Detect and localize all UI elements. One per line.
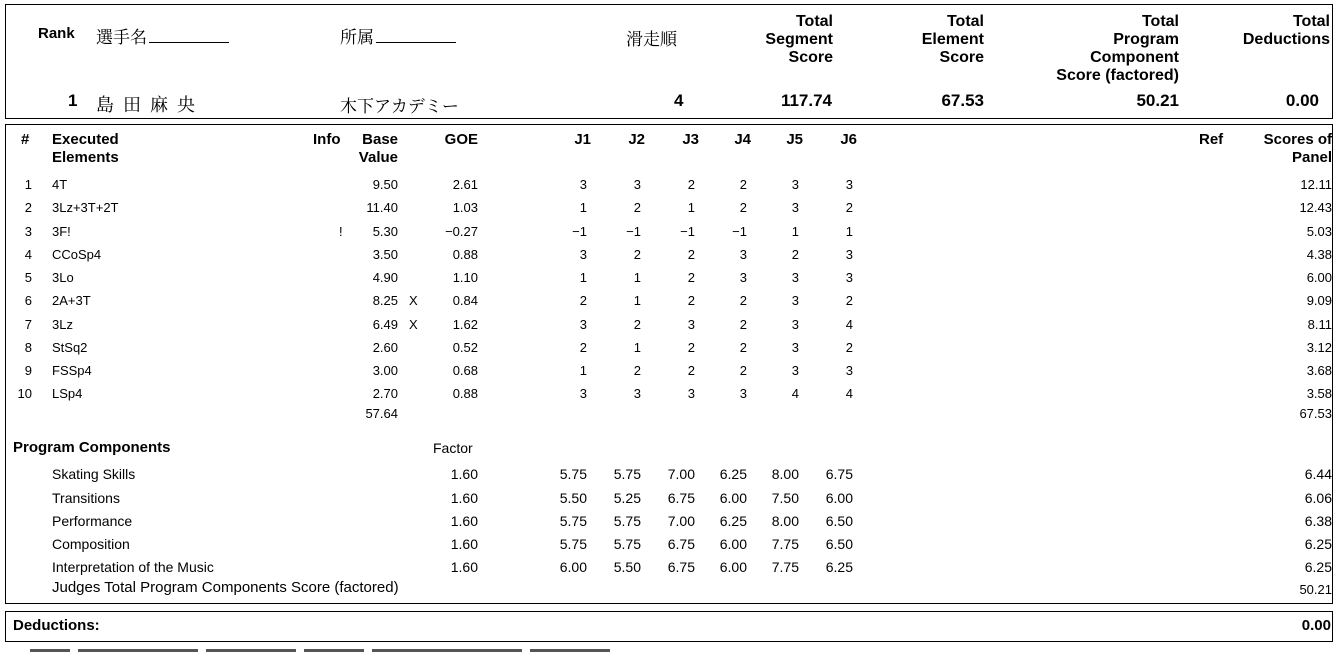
judge-2-header: J2 xyxy=(628,131,645,148)
element-panel-score: 8.11 xyxy=(1307,317,1332,332)
element-info-flag: ! xyxy=(339,224,343,239)
factor-header: Factor xyxy=(433,440,473,456)
component-judge-5-score: 7.75 xyxy=(771,559,799,575)
component-panel-score: 6.44 xyxy=(1304,466,1332,482)
total-segment-score: 117.74 xyxy=(780,91,832,110)
element-judge-1-score: 3 xyxy=(579,386,587,401)
element-judge-1-score: 2 xyxy=(579,293,587,308)
component-name: Interpretation of the Music xyxy=(52,559,214,575)
component-factor: 1.60 xyxy=(450,536,478,552)
component-panel-score: 6.38 xyxy=(1304,513,1332,529)
component-judge-1-score: 5.75 xyxy=(559,536,587,552)
element-base-value: 4.90 xyxy=(372,270,398,285)
element-judge-5-score: 1 xyxy=(791,224,799,239)
element-judge-2-score: 2 xyxy=(633,317,641,332)
element-panel-score: 5.03 xyxy=(1306,224,1332,239)
element-panel-score: 6.00 xyxy=(1306,270,1332,285)
club-header-underline xyxy=(376,29,456,43)
total-program-component-score: 50.21 xyxy=(1136,91,1179,110)
element-judge-4-score: 2 xyxy=(739,317,747,332)
element-number: 2 xyxy=(24,200,32,215)
judge-5-header: J5 xyxy=(786,131,803,148)
element-judge-3-score: 2 xyxy=(687,293,695,308)
element-judge-3-score: −1 xyxy=(680,224,695,239)
element-judge-4-score: 2 xyxy=(739,177,747,192)
element-judge-4-score: 2 xyxy=(739,200,747,215)
element-code: FSSp4 xyxy=(52,363,92,378)
num-header: # xyxy=(21,131,30,148)
element-number: 5 xyxy=(24,270,32,285)
element-judge-5-score: 3 xyxy=(791,340,799,355)
element-judge-6-score: 3 xyxy=(845,247,853,262)
elements-header: Executed Elements xyxy=(52,131,119,166)
component-judge-4-score: 6.00 xyxy=(719,490,747,506)
details-box xyxy=(5,124,1333,604)
element-judge-1-score: 1 xyxy=(579,270,587,285)
element-judge-3-score: 3 xyxy=(687,386,695,401)
element-goe: 0.84 xyxy=(452,293,478,308)
component-judge-4-score: 6.00 xyxy=(719,536,747,552)
element-judge-4-score: −1 xyxy=(732,224,747,239)
element-panel-score: 3.68 xyxy=(1306,363,1332,378)
component-panel-score: 6.06 xyxy=(1304,490,1332,506)
element-judge-1-score: 1 xyxy=(579,363,587,378)
component-judge-5-score: 8.00 xyxy=(771,513,799,529)
element-judge-3-score: 2 xyxy=(687,270,695,285)
goe-header: GOE xyxy=(444,131,478,148)
tes-header: Total Element Score xyxy=(921,13,984,66)
summary-box xyxy=(5,4,1333,119)
element-judge-1-score: 1 xyxy=(579,200,587,215)
element-panel-score: 3.58 xyxy=(1306,386,1332,401)
element-judge-3-score: 3 xyxy=(687,317,695,332)
element-goe: 0.88 xyxy=(452,386,478,401)
element-judge-2-score: 2 xyxy=(633,200,641,215)
component-judge-6-score: 6.50 xyxy=(825,536,853,552)
element-panel-score: 12.43 xyxy=(1299,200,1332,215)
element-goe: 1.10 xyxy=(452,270,478,285)
element-base-value: 11.40 xyxy=(366,200,398,215)
order-header: 滑走順 xyxy=(626,30,677,49)
base-value-header: Base Value xyxy=(358,131,398,166)
element-panel-score: 9.09 xyxy=(1306,293,1332,308)
element-base-value: 2.60 xyxy=(372,340,398,355)
element-judge-2-score: 3 xyxy=(633,177,641,192)
deductions-label: Deductions: xyxy=(13,617,100,634)
component-judge-1-score: 5.75 xyxy=(559,513,587,529)
element-panel-score: 3.12 xyxy=(1306,340,1332,355)
component-factor: 1.60 xyxy=(450,466,478,482)
element-judge-3-score: 2 xyxy=(687,177,695,192)
club-name: 木下アカデミー xyxy=(340,97,459,116)
element-code: CCoSp4 xyxy=(52,247,102,262)
component-judge-6-score: 6.50 xyxy=(825,513,853,529)
ref-header: Ref xyxy=(1199,131,1224,148)
element-judge-5-score: 3 xyxy=(791,317,799,332)
component-judge-4-score: 6.25 xyxy=(719,466,747,482)
name-header-underline xyxy=(149,29,229,43)
element-panel-score: 4.38 xyxy=(1306,247,1332,262)
name-header: 選手名 xyxy=(96,23,229,48)
element-number: 9 xyxy=(24,363,32,378)
component-panel-score: 6.25 xyxy=(1304,536,1332,552)
deductions-box xyxy=(5,611,1333,642)
element-judge-5-score: 3 xyxy=(791,200,799,215)
component-factor: 1.60 xyxy=(450,490,478,506)
element-number: 8 xyxy=(24,340,32,355)
element-number: 6 xyxy=(24,293,32,308)
component-judge-3-score: 7.00 xyxy=(667,466,695,482)
element-number: 7 xyxy=(24,317,32,332)
element-judge-5-score: 3 xyxy=(791,293,799,308)
component-judge-5-score: 7.75 xyxy=(771,536,799,552)
component-factor: 1.60 xyxy=(450,513,478,529)
element-goe: 1.62 xyxy=(452,317,478,332)
element-bonus-flag: X xyxy=(409,293,418,308)
judge-1-header: J1 xyxy=(574,131,591,148)
component-judge-3-score: 6.75 xyxy=(667,536,695,552)
element-judge-5-score: 2 xyxy=(791,247,799,262)
element-judge-4-score: 2 xyxy=(739,363,747,378)
component-name: Composition xyxy=(52,536,130,552)
judge-4-header: J4 xyxy=(734,131,751,148)
element-judge-2-score: 2 xyxy=(633,363,641,378)
component-judge-6-score: 6.75 xyxy=(825,466,853,482)
element-number: 10 xyxy=(17,386,32,401)
component-judge-1-score: 6.00 xyxy=(559,559,587,575)
element-code: 4T xyxy=(52,177,68,192)
element-bonus-flag: X xyxy=(409,317,418,332)
element-code: 3F! xyxy=(52,224,71,239)
skater-name: 島 田 麻 央 xyxy=(96,95,198,115)
info-header: Info xyxy=(313,131,341,148)
component-judge-3-score: 6.75 xyxy=(667,490,695,506)
component-judge-2-score: 5.75 xyxy=(613,513,641,529)
panel-header: Scores of Panel xyxy=(1263,131,1332,166)
program-components-title: Program Components xyxy=(13,439,171,456)
element-number: 4 xyxy=(24,247,32,262)
element-judge-1-score: 3 xyxy=(579,247,587,262)
component-judge-3-score: 6.75 xyxy=(667,559,695,575)
element-judge-1-score: 3 xyxy=(579,177,587,192)
pcs-total-value: 50.21 xyxy=(1299,582,1332,597)
element-judge-1-score: −1 xyxy=(572,224,587,239)
element-goe: 0.52 xyxy=(452,340,478,355)
element-base-value: 3.00 xyxy=(372,363,398,378)
element-judge-6-score: 2 xyxy=(845,293,853,308)
element-goe: −0.27 xyxy=(445,224,478,239)
component-judge-1-score: 5.75 xyxy=(559,466,587,482)
starting-order: 4 xyxy=(674,91,684,110)
component-judge-2-score: 5.50 xyxy=(613,559,641,575)
component-name: Performance xyxy=(52,513,133,529)
element-base-value: 3.50 xyxy=(372,247,398,262)
element-judge-2-score: 1 xyxy=(633,270,641,285)
element-judge-2-score: 1 xyxy=(633,293,641,308)
component-judge-1-score: 5.50 xyxy=(559,490,587,506)
element-judge-4-score: 2 xyxy=(739,340,747,355)
component-judge-6-score: 6.00 xyxy=(825,490,853,506)
element-base-value: 2.70 xyxy=(372,386,398,401)
component-name: Skating Skills xyxy=(52,466,136,482)
element-judge-3-score: 2 xyxy=(687,363,695,378)
tss-header: Total Segment Score xyxy=(765,13,833,66)
element-judge-2-score: 1 xyxy=(633,340,641,355)
element-judge-2-score: 3 xyxy=(633,386,641,401)
element-judge-3-score: 2 xyxy=(687,340,695,355)
base-value-total: 57.64 xyxy=(365,406,398,421)
pcs-total-label: Judges Total Program Components Score (factored) xyxy=(52,579,399,596)
element-base-value: 5.30 xyxy=(372,224,398,239)
element-judge-4-score: 3 xyxy=(739,247,747,262)
element-judge-5-score: 4 xyxy=(791,386,799,401)
element-judge-6-score: 2 xyxy=(845,200,853,215)
element-judge-6-score: 1 xyxy=(845,224,853,239)
component-judge-6-score: 6.25 xyxy=(825,559,853,575)
element-judge-5-score: 3 xyxy=(791,363,799,378)
element-judge-1-score: 2 xyxy=(579,340,587,355)
component-judge-2-score: 5.75 xyxy=(613,536,641,552)
total-element-score: 67.53 xyxy=(941,91,984,110)
component-judge-4-score: 6.25 xyxy=(719,513,747,529)
element-code: StSq2 xyxy=(52,340,88,355)
cropped-footer-text xyxy=(0,646,1337,652)
element-base-value: 8.25 xyxy=(372,293,398,308)
element-code: 2A+3T xyxy=(52,293,91,308)
element-judge-4-score: 2 xyxy=(739,293,747,308)
element-judge-5-score: 3 xyxy=(791,270,799,285)
component-judge-5-score: 7.50 xyxy=(771,490,799,506)
element-panel-score: 12.11 xyxy=(1300,177,1332,192)
element-score-total: 67.53 xyxy=(1299,406,1332,421)
total-deductions: 0.00 xyxy=(1285,91,1319,110)
element-judge-4-score: 3 xyxy=(739,386,747,401)
club-header: 所属 xyxy=(340,23,456,48)
component-judge-5-score: 8.00 xyxy=(771,466,799,482)
rank-value: 1 xyxy=(68,91,78,110)
component-judge-2-score: 5.75 xyxy=(613,466,641,482)
ded-header: Total Deductions xyxy=(1242,13,1330,48)
element-judge-6-score: 3 xyxy=(845,363,853,378)
element-code: 3Lo xyxy=(52,270,74,285)
element-judge-3-score: 1 xyxy=(687,200,695,215)
element-goe: 2.61 xyxy=(452,177,478,192)
rank-header: Rank xyxy=(38,25,75,42)
element-code: 3Lz+3T+2T xyxy=(52,200,119,215)
element-number: 1 xyxy=(24,177,32,192)
element-judge-1-score: 3 xyxy=(579,317,587,332)
element-judge-6-score: 2 xyxy=(845,340,853,355)
element-base-value: 6.49 xyxy=(372,317,398,332)
component-name: Transitions xyxy=(52,490,120,506)
element-judge-6-score: 4 xyxy=(845,317,853,332)
judge-6-header: J6 xyxy=(840,131,857,148)
element-judge-2-score: −1 xyxy=(626,224,641,239)
element-goe: 1.03 xyxy=(452,200,478,215)
pcs-header: Total Program Component Score (factored) xyxy=(1056,13,1179,84)
element-judge-6-score: 3 xyxy=(845,270,853,285)
element-number: 3 xyxy=(24,224,32,239)
element-judge-6-score: 3 xyxy=(845,177,853,192)
element-goe: 0.68 xyxy=(452,363,478,378)
component-judge-4-score: 6.00 xyxy=(719,559,747,575)
component-judge-2-score: 5.25 xyxy=(613,490,641,506)
component-panel-score: 6.25 xyxy=(1304,559,1332,575)
element-judge-2-score: 2 xyxy=(633,247,641,262)
judge-3-header: J3 xyxy=(682,131,699,148)
element-base-value: 9.50 xyxy=(372,177,398,192)
element-goe: 0.88 xyxy=(452,247,478,262)
element-code: LSp4 xyxy=(52,386,83,401)
element-judge-5-score: 3 xyxy=(791,177,799,192)
component-judge-3-score: 7.00 xyxy=(667,513,695,529)
element-judge-6-score: 4 xyxy=(845,386,853,401)
deductions-value: 0.00 xyxy=(1301,617,1331,634)
element-code: 3Lz xyxy=(52,317,73,332)
element-judge-3-score: 2 xyxy=(687,247,695,262)
element-judge-4-score: 3 xyxy=(739,270,747,285)
component-factor: 1.60 xyxy=(450,559,478,575)
